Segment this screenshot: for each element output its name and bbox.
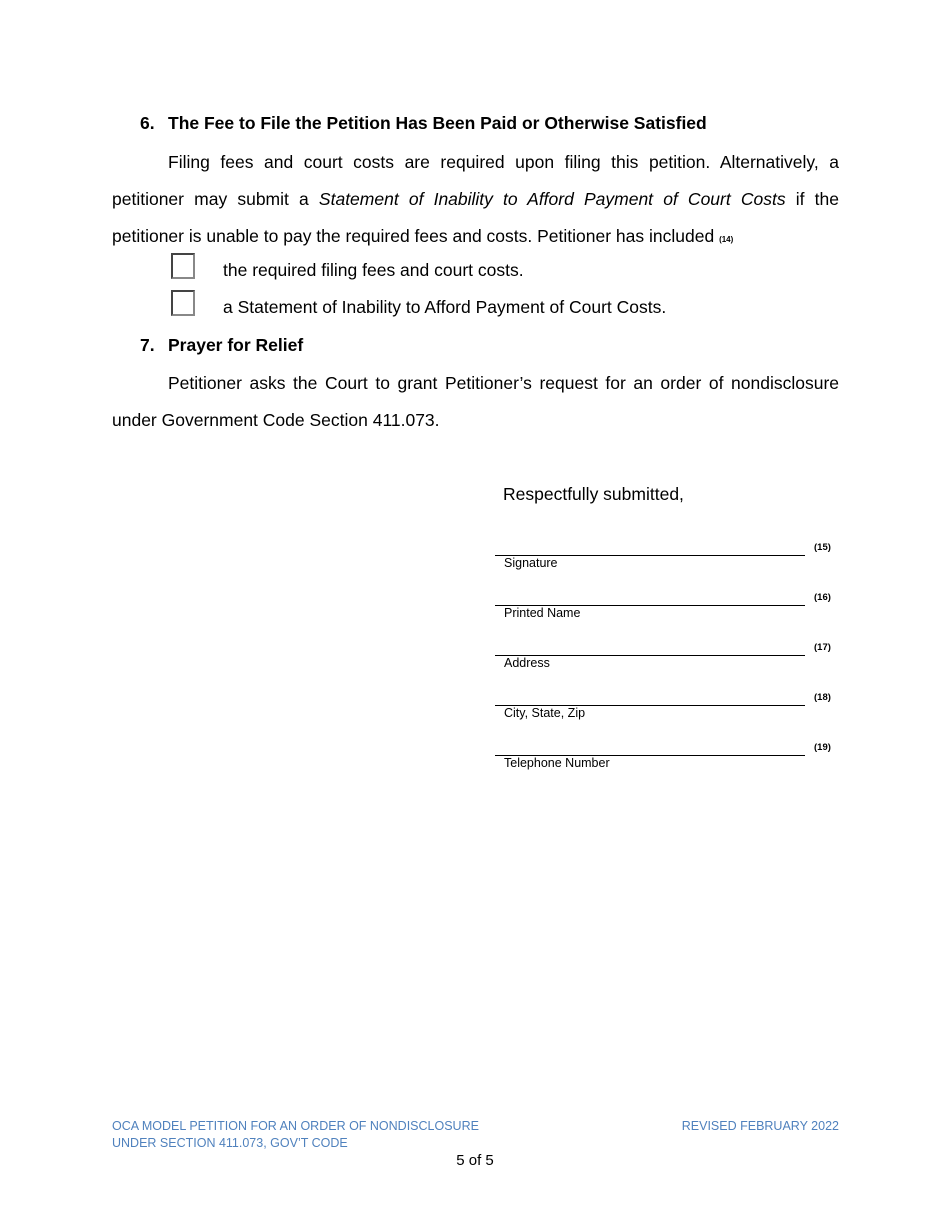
- footer-left-line-1: OCA MODEL PETITION FOR AN ORDER OF NONDISCLOSURE: [112, 1119, 479, 1133]
- statement-of-inability-title: Statement of Inability to Afford Payment of Court Costs: [318, 189, 786, 209]
- fees-paid-option-label: the required filing fees and court costs.: [223, 260, 524, 280]
- field-marker-19: (19): [814, 742, 831, 753]
- statement-of-inability-checkbox[interactable]: [171, 290, 195, 316]
- statement-of-inability-option-label: a Statement of Inability to Afford Payment of Court Costs.: [223, 297, 667, 317]
- section-7-heading: [140, 335, 303, 356]
- section-6-line-2: petitioner may submit a Statement of Inability to Afford Payment of Court Costs if the: [112, 189, 839, 209]
- section-7-line-2: under Government Code Section 411.073.: [112, 410, 440, 430]
- telephone-label: Telephone Number: [504, 756, 610, 770]
- city-state-zip-label: City, State, Zip: [504, 706, 586, 720]
- footer-revised-date: REVISED FEBRUARY 2022: [681, 1119, 839, 1133]
- address-label: Address: [504, 656, 550, 670]
- field-marker-14: (14): [719, 235, 734, 244]
- signature-label: Signature: [504, 556, 558, 570]
- section-6-title: The Fee to File the Petition Has Been Paid or Otherwise Satisfied: [168, 113, 707, 133]
- section-6-line-1: Filing fees and court costs are required upon filing this petition. Alternatively, a: [168, 152, 839, 172]
- field-marker-18: (18): [814, 692, 831, 703]
- printed-name-label: Printed Name: [504, 606, 581, 620]
- fees-paid-checkbox[interactable]: [171, 253, 195, 279]
- footer-left-line-2: UNDER SECTION 411.073, GOV’T CODE: [112, 1136, 348, 1150]
- section-7-body: [112, 365, 839, 439]
- section-7-number: 7.: [140, 335, 155, 355]
- field-marker-15: (15): [814, 542, 831, 553]
- section-7-title: Prayer for Relief: [168, 335, 304, 355]
- section-6-body: [112, 144, 839, 258]
- page-number: 5 of 5: [456, 1152, 494, 1169]
- field-marker-16: (16): [814, 592, 831, 603]
- section-6-heading: [140, 113, 707, 134]
- section-6-line-3: petitioner is unable to pay the required fees and costs. Petitioner has included (14): [112, 226, 734, 246]
- footer-left: [112, 1118, 479, 1152]
- field-marker-17: (17): [814, 642, 831, 653]
- section-7-line-1: Petitioner asks the Court to grant Petitioner’s request for an order of nondisclosure: [168, 373, 839, 393]
- closing-text: Respectfully submitted,: [503, 484, 684, 504]
- section-6-number: 6.: [140, 113, 155, 133]
